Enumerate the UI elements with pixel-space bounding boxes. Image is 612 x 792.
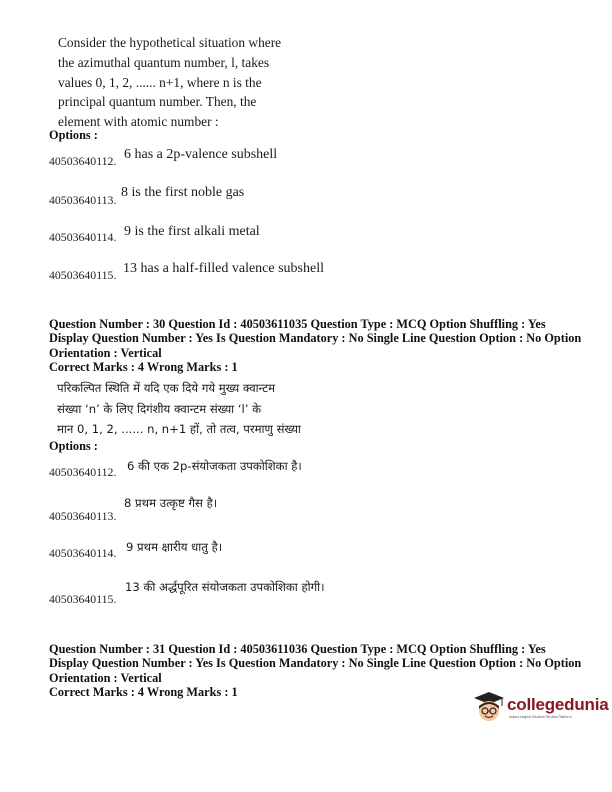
q29-option-text[interactable]: 8 is the first noble gas (121, 185, 245, 200)
logo-tagline: India's largest Student Review Platform (509, 715, 572, 719)
q29-stem-line: element with atomic number : (58, 114, 219, 130)
q29-option-id: 40503640115. (49, 268, 117, 282)
q30-stem-line: संख्या ‘n’ के लिए दिगंशीय क्वान्टम संख्या ‘l’ के (57, 401, 262, 416)
q30-meta (49, 317, 581, 360)
q30-option-id: 40503640114. (49, 546, 117, 560)
logo-name: collegedunia (507, 695, 609, 714)
q30-option-id: 40503640113. (49, 509, 117, 523)
q30-stem (57, 378, 301, 440)
q31-marks: Correct Marks : 4 Wrong Marks : 1 (49, 685, 238, 699)
collegedunia-logo[interactable] (472, 690, 609, 726)
q30-marks: Correct Marks : 4 Wrong Marks : 1 (49, 360, 238, 374)
q30-option-text[interactable]: 9 प्रथम क्षारीय धातु है। (126, 540, 223, 554)
q30-meta-line: Orientation : Vertical (49, 345, 162, 360)
q30-option-text[interactable]: 8 प्रथम उत्कृष्ट गैस है। (124, 496, 218, 510)
q30-option-text[interactable]: 6 की एक 2p-संयोजकता उपकोशिका है। (127, 459, 302, 473)
q31-meta-line: Orientation : Vertical (49, 670, 162, 685)
q30-stem-line: परिकल्पित स्थिति में यदि एक दिये गये मुख्य क्वान्टम (57, 381, 276, 395)
q31-meta (49, 642, 581, 685)
q29-options-label: Options : (49, 128, 98, 142)
q29-stem (58, 33, 308, 132)
q30-option-id: 40503640112. (49, 465, 117, 479)
q30-option-text[interactable]: 13 की अर्द्धपूरित संयोजकता उपकोशिका होगी। (125, 580, 325, 594)
q30-options-label: Options : (49, 439, 98, 453)
q30-meta-line: Display Question Number : Yes Is Question Mandatory : No Single Line Question Option : No Option (49, 331, 582, 346)
q29-stem-line: values 0, 1, 2, ...... n+1, where n is the (58, 74, 262, 90)
q30-stem-line: मान 0, 1, 2, ...... n, n+1 हों, तो तत्व, परमाणु संख्या (57, 422, 301, 436)
q30-option-id: 40503640115. (49, 592, 117, 606)
q29-option-text[interactable]: 6 has a 2p-valence subshell (124, 147, 278, 162)
q29-option-text[interactable]: 13 has a half-filled valence subshell (123, 261, 324, 276)
q31-meta-line: Display Question Number : Yes Is Question Mandatory : No Single Line Question Option : No Option (49, 656, 582, 671)
q29-option-text[interactable]: 9 is the first alkali metal (124, 224, 260, 239)
graduate-mascot-icon (472, 690, 506, 724)
q29-stem-line: principal quantum number. Then, the (58, 94, 257, 110)
q29-option-id: 40503640112. (49, 154, 117, 168)
q31-meta-line: Question Number : 31 Question Id : 40503611036 Question Type : MCQ Option Shuffling : Yes (49, 642, 546, 656)
q29-stem-line: the azimuthal quantum number, l, takes (58, 54, 270, 70)
q30-meta-line: Question Number : 30 Question Id : 40503611035 Question Type : MCQ Option Shuffling : Yes (49, 317, 546, 331)
q29-stem-line: Consider the hypothetical situation where (58, 35, 282, 50)
q29-option-id: 40503640113. (49, 193, 117, 207)
q29-option-id: 40503640114. (49, 230, 117, 244)
